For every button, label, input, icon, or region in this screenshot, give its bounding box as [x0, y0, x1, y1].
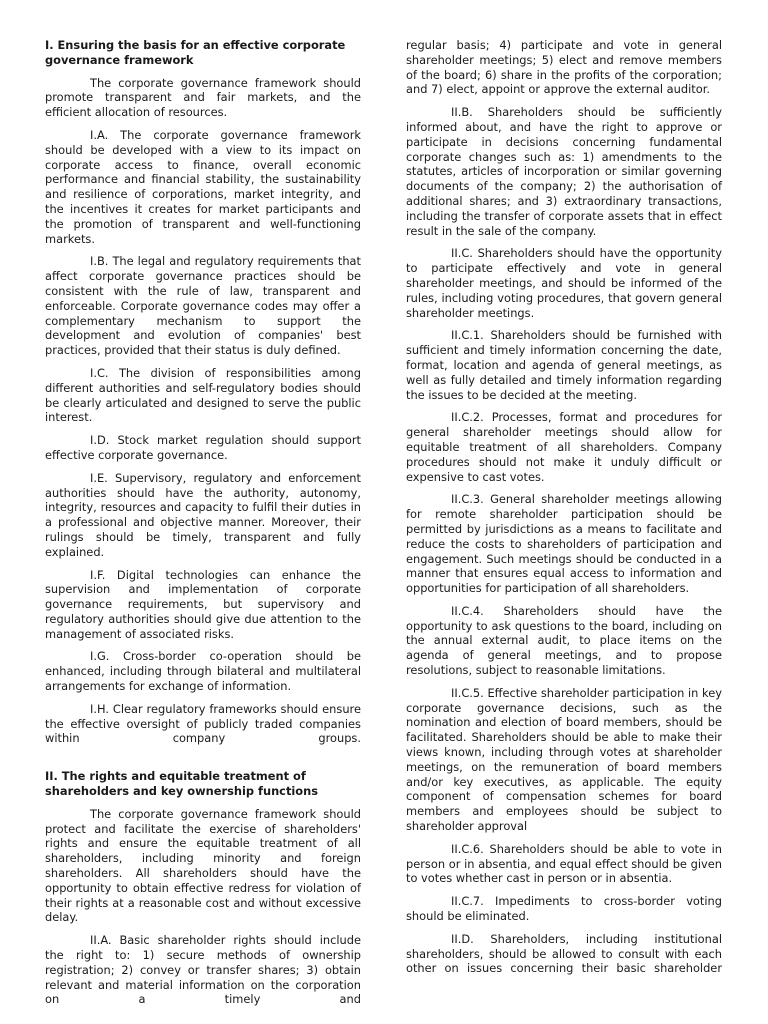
paragraph-I-H: I.H. Clear regulatory frameworks should ensure the effective oversight of publicly traded companies within company groups. [45, 701, 361, 746]
paragraph-I-D: I.D. Stock market regulation should support effective corporate governance. [45, 433, 361, 462]
section-gap [45, 754, 361, 769]
paragraph-II-C-5: II.C.5. Effective shareholder participation in key corporate governance decisions, such as the nomination and election of board members, should be facilitated. Shareholders should be able to make their views known, including through votes at shareholder meetings, on the remuneration of board members and/or key executives, as applicable. The equity component of compensation schemes for board members and employees should be subject to shareholder approval [406, 685, 722, 834]
paragraph-II-A: II.A. Basic shareholder rights should include the right to: 1) secure methods of ownership registration; 2) convey or transfer shares; 3) obtain relevant and material information on the corporation on a timely and [45, 933, 361, 1007]
section-1-intro: The corporate governance framework should promote transparent and fair markets, and the efficient allocation of resources. [45, 75, 361, 120]
section-2-intro: The corporate governance framework should protect and facilitate the exercise of shareholders' rights and ensure the equitable treatment of all shareholders, including minority and foreign shareholders. All shareholders should have the opportunity to obtain effective redress for violation of their rights at a reasonable cost and without excessive delay. [45, 806, 361, 925]
section-2-heading: II. The rights and equitable treatment of shareholders and key ownership functions [45, 769, 319, 799]
paragraph-II-C-1: II.C.1. Shareholders should be furnished with sufficient and timely information concerning the date, format, location and agenda of general meetings, as well as fully detailed and timely information regarding the issues to be decided at the meeting. [406, 328, 722, 402]
paragraph-II-C: II.C. Shareholders should have the opportunity to participate effectively and vote in general shareholder meetings, and should be informed of the rules, including voting procedures, that govern general shareholder meetings. [406, 246, 722, 320]
paragraph-II-A-continued: regular basis; 4) participate and vote in general shareholder meetings; 5) elect and remove members of the board; 6) share in the profits of the corporation; and 7) elect, appoint or approve the external auditor. [406, 38, 722, 97]
paragraph-II-C-6: II.C.6. Shareholders should be able to vote in person or in absentia, and equal effect should be given to votes whether cast in person or in absentia. [406, 841, 722, 886]
right-column [406, 38, 722, 984]
paragraph-I-A: I.A. The corporate governance framework should be developed with a view to its impact on corporate access to finance, overall economic performance and financial stability, the sustainability and resilience of corporations, market integrity, and the incentives it creates for market participants and the promotion of transparent and well-functioning markets. [45, 127, 361, 246]
paragraph-II-C-2: II.C.2. Processes, format and procedures for general shareholder meetings should allow for equitable treatment of all shareholders. Company procedures should not make it unduly difficult or expensive to cast votes. [406, 410, 722, 484]
left-column [45, 38, 361, 1015]
paragraph-I-G: I.G. Cross-border co-operation should be enhanced, including through bilateral and multilateral arrangements for exchange of information. [45, 649, 361, 694]
section-1-heading: I. Ensuring the basis for an effective corporate governance framework [45, 38, 346, 67]
paragraph-II-B: II.B. Shareholders should be sufficiently informed about, and have the right to approve or participate in decisions concerning fundamental corporate changes such as: 1) amendments to the statutes, articles of incorporation or similar governing documents of the company; 2) the authorisation of additional shares; and 3) extraordinary transactions, including the transfer of corporate assets that in effect result in the sale of the company. [406, 105, 722, 238]
paragraph-II-C-3: II.C.3. General shareholder meetings allowing for remote shareholder participation should be permitted by jurisdictions as a means to facilitate and reduce the costs to shareholders of participation and engagement. Such meetings should be conducted in a manner that ensures equal access to information and opportunities for participation of all shareholders. [406, 492, 722, 596]
paragraph-II-C-7: II.C.7. Impediments to cross-border voting should be eliminated. [406, 894, 722, 924]
paragraph-I-C: I.C. The division of responsibilities among different authorities and self-regulatory bodies should be clearly articulated and designed to serve the public interest. [45, 365, 361, 425]
paragraph-I-F: I.F. Digital technologies can enhance the supervision and implementation of corporate governance requirements, but supervisory and regulatory authorities should give due attention to the management of associated risks. [45, 567, 361, 641]
paragraph-II-C-4: II.C.4. Shareholders should have the opportunity to ask questions to the board, including on the annual external audit, to place items on the agenda of general meetings, and to propose resolutions, subject to reasonable limitations. [406, 603, 722, 678]
paragraph-I-B: I.B. The legal and regulatory requirements that affect corporate governance practices should be consistent with the rule of law, transparent and enforceable. Corporate governance codes may offer a complementary mechanism to support the development and evolution of companies' best practices, provided that their status is duly defined. [45, 254, 361, 358]
paragraph-I-E: I.E. Supervisory, regulatory and enforcement authorities should have the authority, autonomy, integrity, resources and capacity to fulfil their duties in a professional and objective manner. Moreover, their rulings should be timely, transparent and fully explained. [45, 470, 361, 559]
paragraph-II-D: II.D. Shareholders, including institutional shareholders, should be allowed to consult with each other on issues concerning their basic shareholder [406, 931, 722, 976]
